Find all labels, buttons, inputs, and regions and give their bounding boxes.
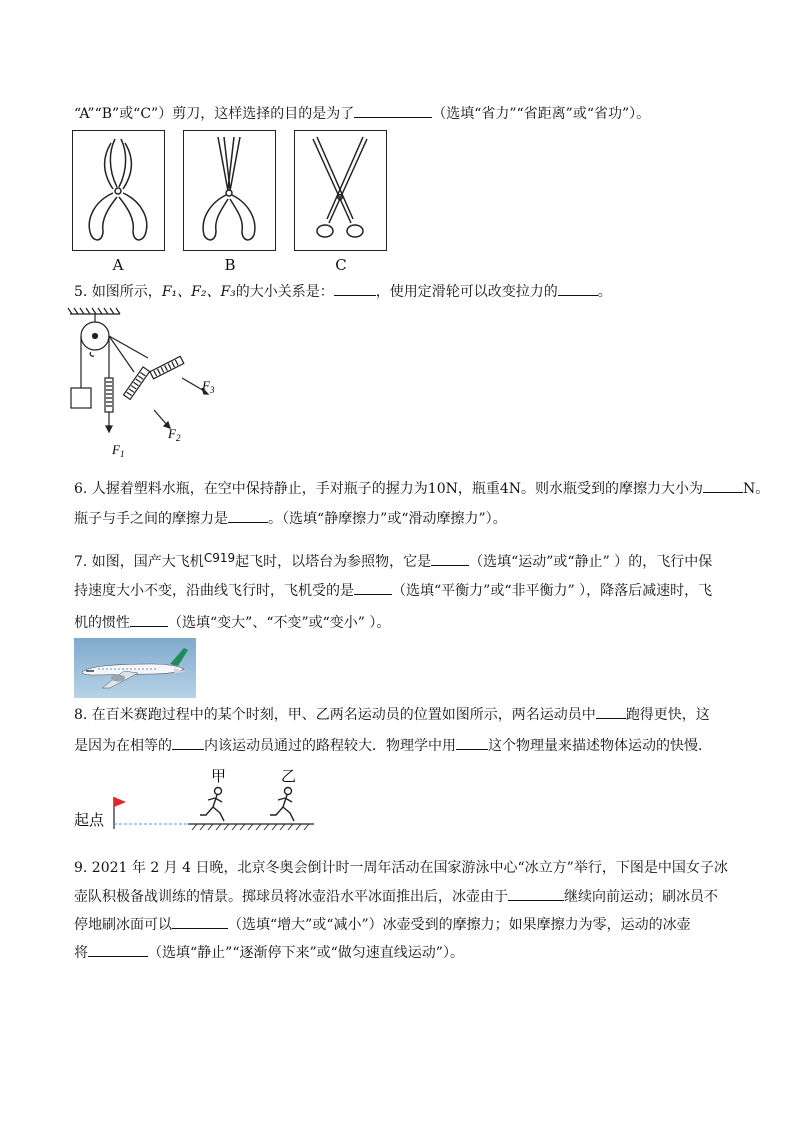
start-label: 起点	[74, 813, 105, 829]
q9-blank-1[interactable]	[508, 886, 564, 901]
q9-line-2: 壶队积极备战训练的情景。掷球员将冰壶沿水平冰面推出后，冰壶由于 继续向前运动；刷冰员不	[74, 886, 718, 907]
q7-blank-2[interactable]	[354, 580, 392, 595]
scissors-figure-b	[183, 130, 276, 251]
q7-line-2: 持速度大小不变，沿曲线飞行时，飞机受的是 （选填“平衡力”或“非平衡力” ），降落后减速时，飞	[74, 580, 712, 601]
q6-blank-1[interactable]	[703, 478, 743, 493]
q7-line-3: 机的惯性 （选填“变大”、“不变”或“变小” ）。	[74, 612, 390, 633]
q5-line: 5. 如图所示，F₁、F₂、F₃的大小关系是： ，使用定滑轮可以改变拉力的 。	[74, 281, 612, 302]
label-f1: $F_1$	[112, 442, 125, 459]
scissors-label-b: B	[224, 256, 236, 274]
q4-answer-blank[interactable]	[354, 103, 432, 118]
q9-blank-3[interactable]	[88, 942, 148, 957]
q5-blank-2[interactable]	[558, 281, 598, 296]
shears-icon	[184, 131, 274, 249]
hanging-block	[71, 388, 91, 408]
scissors-label-c: C	[335, 256, 347, 274]
q6-blank-2[interactable]	[228, 508, 268, 523]
q8-line-2: 是因为在相等的 内该运动员通过的路程较大．物理学中用 这个物理量来描述物体运动的快慢．	[74, 735, 712, 756]
scissors-label-a: A	[112, 256, 124, 274]
runner-b-icon	[270, 788, 294, 822]
q9-line-4: 将 （选填“静止”“逐渐停下来”或“做匀速直线运动”）。	[74, 942, 464, 963]
q8-line-1: 8. 在百米赛跑过程中的某个时刻，甲、乙两名运动员的位置如图所示，两名运动员中 跑得更快，这	[74, 704, 710, 725]
q7-blank-1[interactable]	[431, 551, 469, 566]
q9-blank-2[interactable]	[172, 914, 228, 929]
scissors-figure-a	[72, 130, 165, 251]
q9-line-1: 9. 2021 年 2 月 4 日晚，北京冬奥会倒计时一周年活动在国家游泳中心“冰立方”举行，下图是中国女子冰	[74, 860, 728, 876]
tin-snips-icon	[73, 131, 163, 249]
race-diagram	[70, 765, 330, 835]
q9-line-3: 停地刷冰面可以 （选填“增大”或“减小”）冰壶受到的摩擦力；如果摩擦力为零，运动的冰壶	[74, 914, 691, 935]
scissors-figure-c	[294, 130, 387, 251]
q8-blank-2[interactable]	[172, 735, 204, 750]
runner-a-label: 甲	[211, 769, 227, 785]
q7-line-1: 7. 如图，国产大飞机C919起飞时，以塔台为参照物，它是 （选填“运动”或“静止” ）的，飞行中保	[74, 551, 713, 570]
runner-b-label: 乙	[281, 769, 297, 785]
c919-plane-photo	[74, 638, 196, 698]
runner-a-icon	[200, 788, 224, 822]
label-f3: $F_3$	[202, 378, 215, 395]
q5-blank-1[interactable]	[334, 281, 376, 296]
q6-line-2: 瓶子与手之间的摩擦力是 。（选填“静摩擦力”或“滑动摩擦力”）。	[74, 508, 507, 529]
scissors-icon	[295, 131, 385, 249]
q4-tail-line: “A”“B”或“C”）剪刀，这样选择的目的是为了 （选填“省力”“省距离”或“省功”）。	[74, 103, 650, 124]
q6-line-1: 6. 人握着塑料水瓶，在空中保持静止，手对瓶子的握力为10N，瓶重4N。则水瓶受到的摩擦力大小为 N。	[74, 478, 769, 499]
pulley-diagram	[64, 306, 224, 466]
label-f2: $F_2$	[168, 426, 181, 443]
q8-blank-1[interactable]	[596, 704, 626, 719]
q7-blank-3[interactable]	[130, 612, 168, 627]
q8-blank-3[interactable]	[456, 735, 488, 750]
